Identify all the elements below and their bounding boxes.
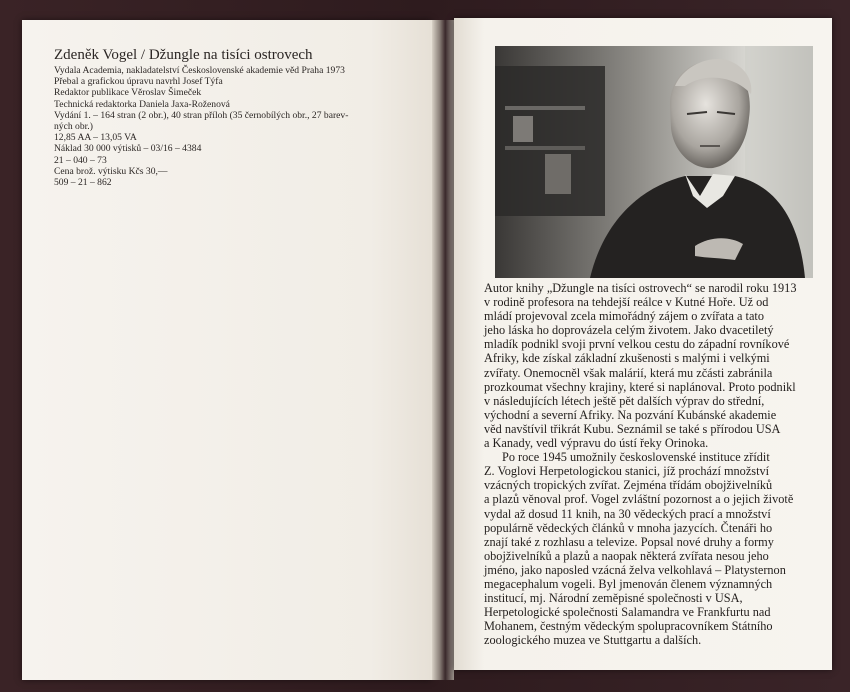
bio-line: zoologického muzea ve Stuttgartu a dalších. [484, 633, 702, 648]
imprint-line: Přebal a grafickou úpravu navrhl Josef Týfa [54, 76, 223, 88]
bio-line: věd navštívil třikrát Kubu. Seznámil se také s přírodou USA [484, 421, 781, 436]
imprint-line: Technická redaktorka Daniela Jaxa-Rožеnová [54, 98, 230, 110]
bio-line: institucí, mj. Národní zeměpisné společnosti v USA, [484, 591, 743, 606]
imprint-line: 509 – 21 – 862 [54, 177, 112, 189]
book-gutter [432, 20, 454, 680]
bio-line: Z. Voglovi Herpetologickou stanici, jíž prochází množství [484, 464, 770, 479]
imprint-line: ných obr.) [54, 121, 93, 133]
bio-line: Herpetologické společnosti Salamandra ve Frankfurtu nad [484, 605, 771, 620]
bio-line: znají také z rozhlasu a televize. Popsal nové druhy a formy [484, 534, 774, 549]
imprint-line: 21 – 040 – 73 [54, 154, 107, 166]
bio-line: Afriky, kde získal základní zkušenosti s malými i velkými [484, 351, 770, 366]
imprint-block [54, 46, 394, 188]
bio-line: a plazů věnoval prof. Vogel zvláštní pozornost a o jejich životě [484, 492, 794, 507]
imprint-line: Redaktor publikace Věroslav Šimeček [54, 87, 202, 99]
bio-line: vydal až dosud 11 knih, na 30 vědeckých prací a množství [484, 506, 771, 521]
bio-line: a Kanady, vedl výpravu do ústí řeky Orinoka. [484, 436, 709, 451]
imprint-line: Cena brož. výtisku Kčs 30,— [54, 165, 168, 177]
author-biography [484, 281, 819, 647]
bio-line: jméno, jako naposled vzácná želva velkohlavá – Platysternon [484, 562, 786, 577]
bio-line: mládí projevoval zcela mimořádný zájem o zvířata a tato [484, 309, 764, 324]
bio-line: populárně vědeckých článků v mnoha jazycích. Čtenáři ho [484, 520, 773, 535]
bio-line: obojživelníků a plazů a naopak některá zvířata nesou jeho [484, 548, 769, 563]
bio-line: prozkoumat všechny krajiny, které si naplánoval. Proto podnikl [484, 379, 796, 394]
bio-line: mladík podnikl svoji první velkou cestu do západní rovníkové [484, 337, 790, 352]
bio-line: v rodině profesora na tehdejší reálce v Kutné Hoře. Už od [484, 295, 769, 310]
imprint-line: 12,85 AA – 13,05 VA [54, 132, 137, 144]
author-photo [495, 46, 813, 278]
bio-line: megacephalum vogeli. Byl jmenován členem významných [484, 576, 773, 591]
bio-line: východní a severní Afriky. Na pozvání Kubánské akademie [484, 407, 777, 422]
imprint-line: Vydala Academia, nakladatelství Československé akademie věd Praha 1973 [54, 65, 345, 76]
imprint-line: Vydání 1. – 164 stran (2 obr.), 40 stran příloh (35 černobílých obr., 27 barev- [54, 109, 349, 121]
bio-line: Autor knihy „Džungle na tisíci ostrovech“ se narodil roku 1913 [484, 281, 797, 295]
book-title: Zdeněk Vogel / Džungle na tisíci ostrovech [54, 47, 313, 63]
imprint-line: Náklad 30 000 výtisků – 03/16 – 4384 [54, 143, 202, 155]
bio-line: vzácných tropických zvířat. Zejména třídám obojživelníků [484, 478, 773, 493]
bio-line: Mohanem, čestným vědeckým spolupracovníkem Státního [484, 619, 773, 634]
bio-line: zvířaty. Onemocněl však malárií, která mu zčásti zabránila [484, 365, 773, 380]
bio-line: jeho láska ho doprovázela celým životem. Jako dvacetiletý [484, 323, 774, 338]
bio-line: Po roce 1945 umožnily československé instituce zřídit [502, 450, 770, 465]
bio-line: v následujících létech ještě pět dalších výprav do střední, [484, 393, 765, 408]
